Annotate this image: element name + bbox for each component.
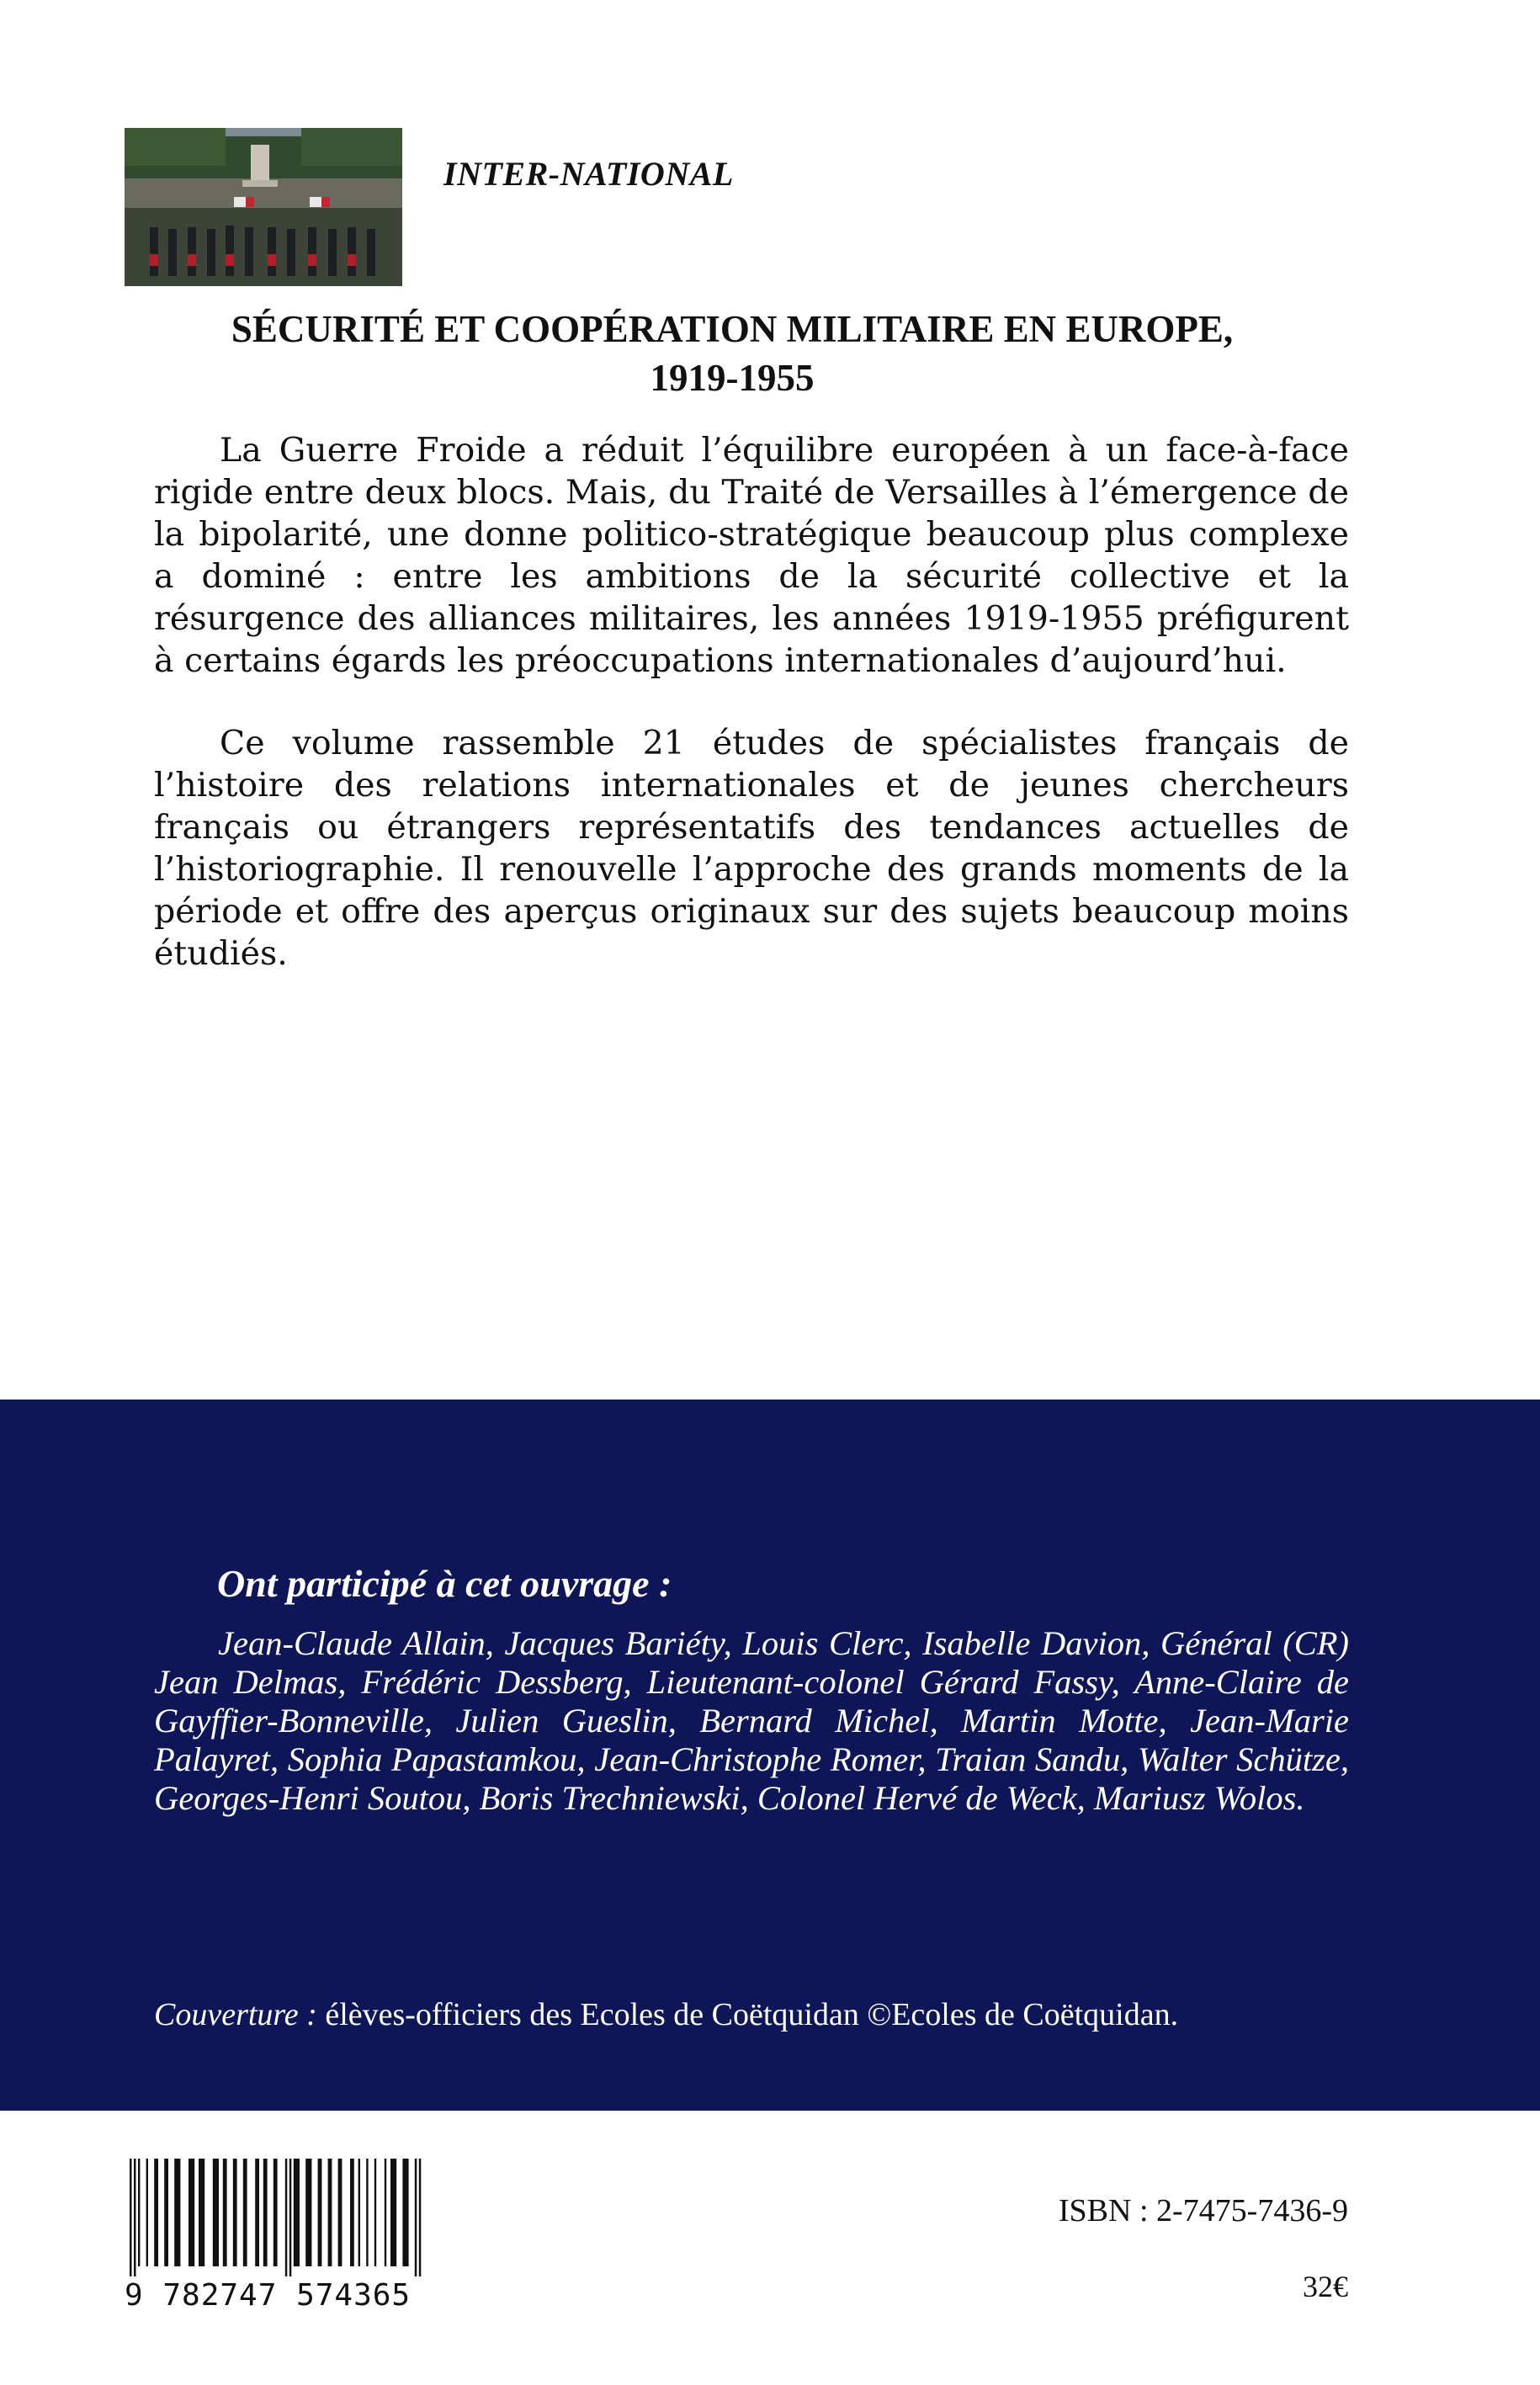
barcode-bar (358, 2159, 360, 2266)
barcode-bar (134, 2159, 136, 2276)
barcode-bar (130, 2159, 132, 2276)
barcode-bar (273, 2159, 278, 2266)
barcode-bar (402, 2159, 408, 2266)
barcode-bar (366, 2159, 368, 2266)
isbn: ISBN : 2-7475-7436-9 (1058, 2193, 1348, 2228)
barcode-bar (294, 2159, 300, 2266)
cover-photo (125, 128, 402, 286)
barcode-bar (305, 2159, 311, 2266)
barcode-bar (338, 2159, 343, 2266)
barcode-bar (328, 2159, 332, 2266)
barcode-bar (243, 2159, 247, 2266)
title-line-1: SÉCURITÉ ET COOPÉRATION MILITAIRE EN EUROPE, (231, 308, 1234, 350)
barcode-bar (223, 2159, 227, 2266)
barcode-bar (419, 2159, 422, 2276)
barcode-bars (125, 2159, 423, 2276)
barcode-bar (154, 2159, 158, 2266)
barcode-bar (233, 2159, 237, 2266)
price: 32€ (1303, 2270, 1348, 2303)
summary-paragraph-1: La Guerre Froide a réduit l’équilibre européen à un face-à-face rigide entre deux blocs. Mais, du Traité de Versailles à l’émergence de la bipolarité, une donne politico-stratégique beaucoup plus complexe a dominé : entre les ambitions de la sécurité collective et la résurgence des alliances militaires, les années 1919-1955 préfigurent à certains égards les préoccupations internationales d’aujourd’hui. (154, 431, 1349, 680)
barcode-bar (189, 2159, 194, 2266)
barcode-bar (415, 2159, 417, 2276)
summary-paragraph-2: Ce volume rassemble 21 études de spécialistes français de l’histoire des relations internationales et de jeunes chercheurs français ou étrangers représentatifs des tendances actuelles de l’historiographie. Il renouvelle l’approche des grands moments de la période et offre des aperçus originaux sur des sujets beaucoup moins étudiés. (154, 724, 1349, 973)
barcode-bar (255, 2159, 259, 2266)
barcode-bar (318, 2159, 322, 2266)
title-line-2: 1919-1955 (650, 357, 815, 399)
cover-credit (154, 1996, 1178, 2033)
barcode-bar (199, 2159, 204, 2266)
barcode-bar (174, 2159, 180, 2266)
barcode-bar (146, 2159, 148, 2266)
book-title (118, 305, 1346, 402)
barcode-bar (289, 2159, 292, 2276)
barcode-bar (285, 2159, 288, 2276)
barcode-bar (385, 2159, 386, 2266)
barcode-bar (390, 2159, 396, 2266)
military-parade-photo-icon (125, 128, 402, 286)
cover-credit-text: élèves-officiers des Ecoles de Coëtquidan ©Ecoles de Coëtquidan. (316, 1997, 1179, 2032)
cover-credit-label: Couverture : (154, 1997, 317, 2032)
barcode (125, 2159, 423, 2314)
barcode-bar (164, 2159, 168, 2266)
barcode-digits: 9 782747 574365 (125, 2278, 412, 2313)
barcode-bar (350, 2159, 354, 2266)
barcode-bar (374, 2159, 376, 2266)
series-name: INTER-NATIONAL (443, 155, 734, 193)
barcode-bar (263, 2159, 268, 2266)
contributors-heading: Ont participé à cet ouvrage : (217, 1562, 672, 1605)
contributors-list: Jean-Claude Allain, Jacques Bariéty, Louis Clerc, Isabelle Davion, Général (CR) Jean Delmas, Frédéric Dessberg, Lieutenant-colonel Gérard Fassy, Anne-Claire de Gayffier-Bonneville, Julien Gueslin, Bernard Michel, Martin Motte, Jean-Marie Palayret, Sophia Papastamkou, Jean-Christophe Romer, Traian Sandu, Walter Schütze, Georges-Henri Soutou, Boris Trechniewski, Colonel Hervé de Weck, Mariusz Wolos. (154, 1624, 1349, 1817)
barcode-bar (138, 2159, 140, 2266)
barcode-bar (213, 2159, 219, 2266)
